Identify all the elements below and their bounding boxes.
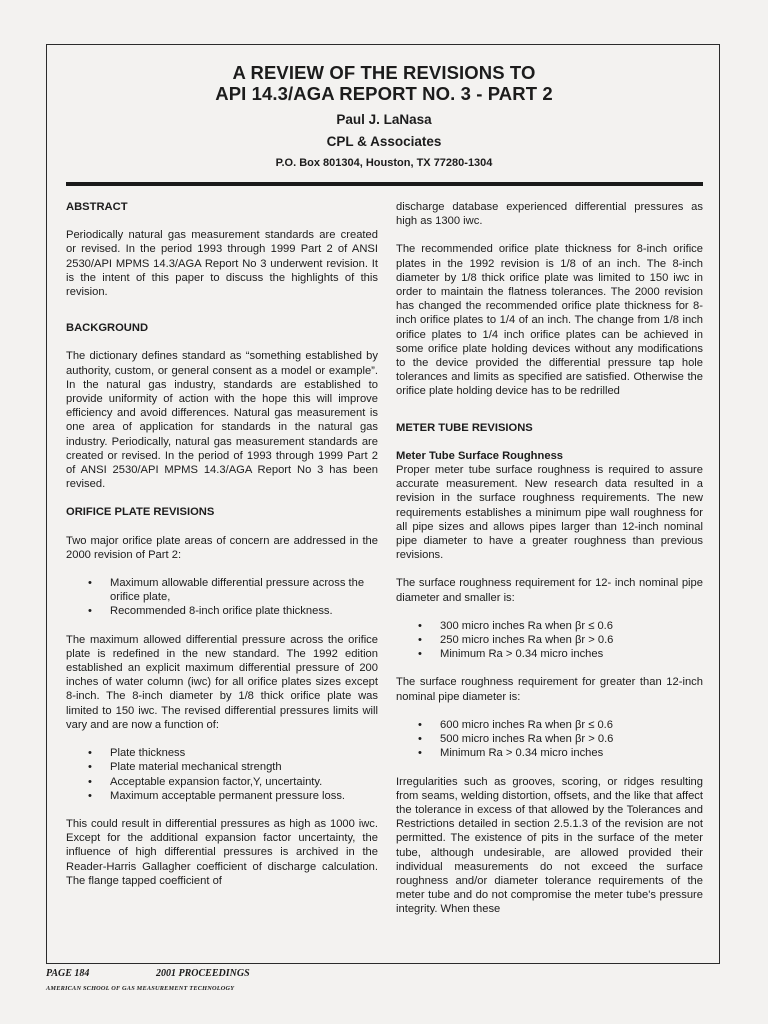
author-name: Paul J. LaNasa bbox=[336, 112, 432, 127]
list-item: • 600 micro inches Ra when βr ≤ 0.6 bbox=[418, 718, 614, 731]
list-item: • Recommended 8-inch orifice plate thickness. bbox=[88, 605, 333, 618]
abstract-paragraph: Periodically natural gas measurement standards are created or revised. In the period 1993 through 1999 Part 2 of ANSI 2530/API MPMS 14.3/AGA Report No 3 underwent revision. It is the intent of this paper to discuss the highlights of this revision. bbox=[66, 229, 378, 299]
large-pipe-list bbox=[396, 718, 703, 761]
school-name: AMERICAN SCHOOL OF GAS MEASUREMENT TECHNOLOGY bbox=[46, 985, 235, 992]
bullet-icon: • bbox=[88, 577, 92, 590]
continuation-paragraph: discharge database experienced differential pressures as high as 1300 iwc. bbox=[396, 201, 703, 228]
list-item: • Plate thickness bbox=[88, 747, 186, 760]
bullet-icon: • bbox=[88, 789, 92, 802]
paper-title-line-2: API 14.3/AGA REPORT NO. 3 - PART 2 bbox=[215, 83, 553, 104]
bullet-icon: • bbox=[88, 747, 92, 760]
small-pipe-paragraph: The surface roughness requirement for 12- inch nominal pipe diameter and smaller is: bbox=[396, 577, 703, 604]
bullet-icon: • bbox=[418, 747, 422, 760]
page-footer bbox=[46, 968, 250, 979]
orifice-concerns-list bbox=[66, 576, 378, 619]
bullet-icon: • bbox=[88, 775, 92, 788]
list-item: • 300 micro inches Ra when βr ≤ 0.6 bbox=[418, 619, 614, 632]
list-item: • Maximum acceptable permanent pressure loss. bbox=[88, 789, 346, 802]
list-item: • 250 micro inches Ra when βr > 0.6 bbox=[418, 634, 614, 647]
list-item: • Acceptable expansion factor,Y, uncertainty. bbox=[88, 775, 323, 788]
small-pipe-list bbox=[396, 619, 703, 662]
bullet-icon: • bbox=[418, 718, 422, 731]
orifice-plate-heading: ORIFICE PLATE REVISIONS bbox=[66, 506, 215, 519]
right-column bbox=[396, 200, 703, 931]
abstract-heading: ABSTRACT bbox=[66, 201, 128, 213]
background-heading: BACKGROUND bbox=[66, 322, 149, 335]
background-paragraph: The dictionary defines standard as “something established by authority, custom, or general consent as a model or example”. In the natural gas industry, standards are established to provide uniformity of action with the hope this will improve efficiency and avoid differences. Natural gas measurement is one area of application for standards in the natural gas industry. Periodically, natural gas measurement standards are created or revised. In the period of 1993 through 1999 Part 2 of ANSI 2530/API MPMS 14.3/AGA Report No 3 has been revised. bbox=[66, 350, 378, 491]
header-divider bbox=[66, 182, 703, 186]
plate-thickness-paragraph: The recommended orifice plate thickness for 8-inch orifice plates in the 1992 revision is 1/8 of an inch. The 8-inch diameter by 1/8 thick orifice plate was limited to 150 iwc in order to maintain the flatness tolerances. The 2000 revision has changed the recommended orifice plate thickness for 8-inch orifice plates to 1/4 of an inch. The change from 1/8 inch orifice plates to 1/4 inch orifice plates can be achieved in some orifice plate holding devices without any modifications to the device provided the differential pressure tap hole tolerances and limits as specified are satisfied. Otherwise the orifice plate holding device has to be redrilled bbox=[396, 243, 703, 398]
max-dp-paragraph: The maximum allowed differential pressure across the orifice plate is redefined in the new standard. The 1992 edition established an explicit maximum differential pressure of 200 inches of water column (iwc) for all orifice plates sizes except 8-inch. The 8-inch diameter by 1/8 thick orifice plate was limited to 150 iwc. The revised differential pressures limits will vary and are now a function of: bbox=[66, 633, 378, 731]
bullet-icon: • bbox=[418, 619, 422, 632]
list-item: • 500 micro inches Ra when βr > 0.6 bbox=[418, 733, 614, 746]
list-item: • Minimum Ra > 0.34 micro inches bbox=[418, 747, 604, 760]
bullet-icon: • bbox=[418, 648, 422, 661]
large-pipe-paragraph: The surface roughness requirement for greater than 12-inch nominal pipe diameter is: bbox=[396, 676, 703, 703]
list-item: • Minimum Ra > 0.34 micro inches bbox=[418, 648, 604, 661]
author-organization: CPL & Associates bbox=[326, 134, 442, 149]
dp-function-list bbox=[66, 746, 378, 803]
roughness-paragraph: Proper meter tube surface roughness is required to assure accurate measurement. New research data resulted in a revision in the surface roughness requirements. The new requirements establishes a minimum pipe wall roughness for all pipe sizes and allows pipes larger than 12-inch nominal pipe diameter to have a greater roughness than previous revisions. bbox=[396, 464, 703, 562]
meter-tube-heading: METER TUBE REVISIONS bbox=[396, 421, 533, 434]
list-item: • Maximum allowable differential pressure across the orifice plate, bbox=[88, 577, 365, 604]
proceedings-label: 2001 PROCEEDINGS bbox=[156, 968, 250, 979]
paper-title-line-1: A REVIEW OF THE REVISIONS TO bbox=[232, 62, 536, 83]
left-column bbox=[66, 200, 378, 902]
page-number: PAGE 184 bbox=[46, 968, 90, 979]
irregularities-paragraph: Irregularities such as grooves, scoring, or ridges resulting from seams, welding distortion, offsets, and the like that affect the tolerance in excess of that allowed by the Tolerances and Restrictions detailed in section 2.5.1.3 of the revision are not permitted. The existence of pits in the surface of the meter tube, although undesirable, are allowed provided their individual measurements do not exceed the surface roughness and/or diameter tolerance requirements of the meter tube and do not compromise the meter tube's pressure integrity. When these bbox=[396, 775, 703, 916]
bullet-icon: • bbox=[418, 634, 422, 647]
bullet-icon: • bbox=[418, 733, 422, 746]
result-paragraph: This could result in differential pressures as high as 1000 iwc. Except for the additional expansion factor uncertainty, the influence of high differential pressures is archived in the Reader-Harris Gallagher coefficient of discharge calculation. The flange tapped coefficient of bbox=[66, 817, 378, 887]
orifice-intro-paragraph: Two major orifice plate areas of concern are addressed in the 2000 revision of Part 2: bbox=[66, 534, 378, 561]
roughness-subheading: Meter Tube Surface Roughness bbox=[396, 449, 564, 462]
bullet-icon: • bbox=[88, 605, 92, 618]
list-item: • Plate material mechanical strength bbox=[88, 761, 282, 774]
author-address: P.O. Box 801304, Houston, TX 77280-1304 bbox=[275, 157, 493, 169]
bullet-icon: • bbox=[88, 761, 92, 774]
paper-header bbox=[0, 62, 768, 169]
